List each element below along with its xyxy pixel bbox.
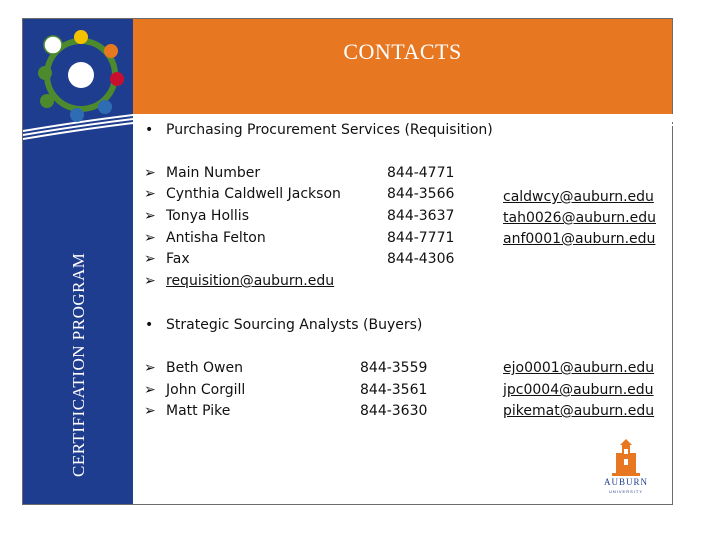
- contact-name: Tonya Hollis: [166, 208, 249, 224]
- contact-name: Cynthia Caldwell Jackson: [166, 186, 341, 202]
- sidebar-vertical-title: CERTIFICATION PROGRAM: [69, 252, 88, 477]
- contact-phone: 844-3566: [387, 186, 455, 202]
- page-title: CONTACTS: [343, 39, 462, 64]
- contact-name: Beth Owen: [166, 360, 243, 376]
- program-cycle-logo-icon: [33, 27, 129, 123]
- contact-phone: 844-7771: [387, 230, 455, 246]
- slide: [22, 18, 673, 505]
- contact-email-link[interactable]: ejo0001@auburn.edu: [503, 360, 655, 376]
- contact-phone: 844-3630: [360, 403, 428, 419]
- auburn-tower-icon: [595, 439, 657, 477]
- arrow-bullet-icon: ➢: [144, 273, 156, 289]
- section2-heading: Strategic Sourcing Analysts (Buyers): [166, 317, 423, 333]
- contact-email-link[interactable]: anf0001@auburn.edu: [503, 231, 656, 247]
- contact-email-link[interactable]: jpc0004@auburn.edu: [503, 382, 654, 398]
- contact-phone: 844-3637: [387, 208, 455, 224]
- contact-email-link[interactable]: caldwcy@auburn.edu: [503, 189, 654, 205]
- contact-email-link[interactable]: pikemat@auburn.edu: [503, 403, 655, 419]
- contact-name: John Corgill: [166, 382, 246, 398]
- auburn-logo-name: AUBURN: [603, 477, 648, 487]
- contact-phone: 844-4771: [387, 165, 455, 181]
- arrow-bullet-icon: ➢: [144, 230, 156, 246]
- auburn-logo-sub: UNIVERSITY: [608, 489, 643, 494]
- dot-bullet-icon: •: [145, 122, 154, 138]
- contact-name: Fax: [166, 251, 190, 267]
- auburn-logo: [595, 439, 657, 497]
- contact-phone: 844-3561: [360, 382, 428, 398]
- arrow-bullet-icon: ➢: [144, 251, 156, 267]
- arrow-bullet-icon: ➢: [144, 360, 156, 376]
- contact-email-link[interactable]: tah0026@auburn.edu: [503, 210, 656, 226]
- arrow-bullet-icon: ➢: [144, 208, 156, 224]
- contact-name: Matt Pike: [166, 403, 231, 419]
- arrow-bullet-icon: ➢: [144, 382, 156, 398]
- contact-name: Antisha Felton: [166, 230, 266, 246]
- arrow-bullet-icon: ➢: [144, 186, 156, 202]
- arrow-bullet-icon: ➢: [144, 165, 156, 181]
- requisition-email-link[interactable]: requisition@auburn.edu: [166, 273, 335, 289]
- contact-phone: 844-4306: [387, 251, 455, 267]
- contact-phone: 844-3559: [360, 360, 428, 376]
- contact-name: Main Number: [166, 165, 261, 181]
- arrow-bullet-icon: ➢: [144, 403, 156, 419]
- dot-bullet-icon: •: [145, 317, 154, 333]
- section1-heading: Purchasing Procurement Services (Requisition): [166, 122, 493, 138]
